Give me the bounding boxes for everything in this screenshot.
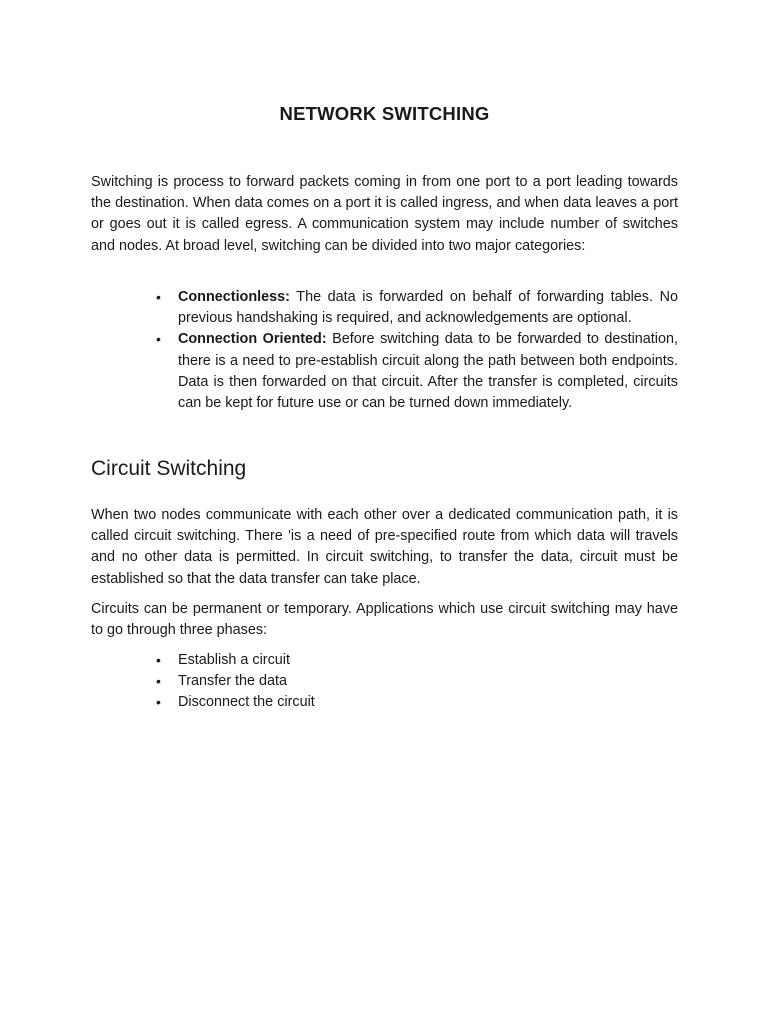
bullet-icon: • [156,652,161,668]
circuit-phases-list [156,650,678,714]
bullet-icon: • [156,694,161,711]
phase-text: Transfer the data [178,673,288,690]
circuit-switching-paragraph: When two nodes communicate with each other over a dedicated communication path, it is called circuit switching. There 'is a need of pre-specified route from which data will travels and no other data is permitted. In circuit switching, to transfer the data, circuit must be established so that the data transfer can take place. [91,507,678,587]
list-item [156,329,679,414]
phase-text: Establish a circuit [178,652,290,668]
list-item [156,692,678,713]
category-text: The data is forwarded on behalf of forwarding tables. No previous handshaking is required, and acknowledgements are optional. [178,289,678,327]
list-item [156,287,678,329]
circuit-phases-intro: Circuits can be permanent or temporary. Applications which use circuit switching may have to go through three phases: [91,601,678,639]
list-item [156,650,678,671]
category-text: Before switching data to be forwarded to destination, there is a need to pre-establish circuit along the path between both endpoints. Data is then forwarded on that circuit. After the transfer is completed, circuits can be kept for future use or can be turned down immediately. [178,331,679,412]
bullet-icon: • [156,331,161,348]
switching-categories-list [156,287,679,414]
phase-text: Disconnect the circuit [178,694,315,711]
page-title: NETWORK SWITCHING [279,103,490,124]
list-item [156,671,678,692]
category-term: Connection Oriented: [178,331,327,348]
category-term: Connectionless: [178,289,290,305]
intro-paragraph: Switching is process to forward packets coming in from one port to a port leading towards the destination. When data comes on a port it is called ingress, and when data leaves a port or goes out it is called egress. A communication system may include number of switches and nodes. At broad level, switching can be divided into two major categories: [91,174,678,254]
bullet-icon: • [156,673,161,690]
section-heading: Circuit Switching [91,457,247,480]
bullet-icon: • [156,289,161,305]
